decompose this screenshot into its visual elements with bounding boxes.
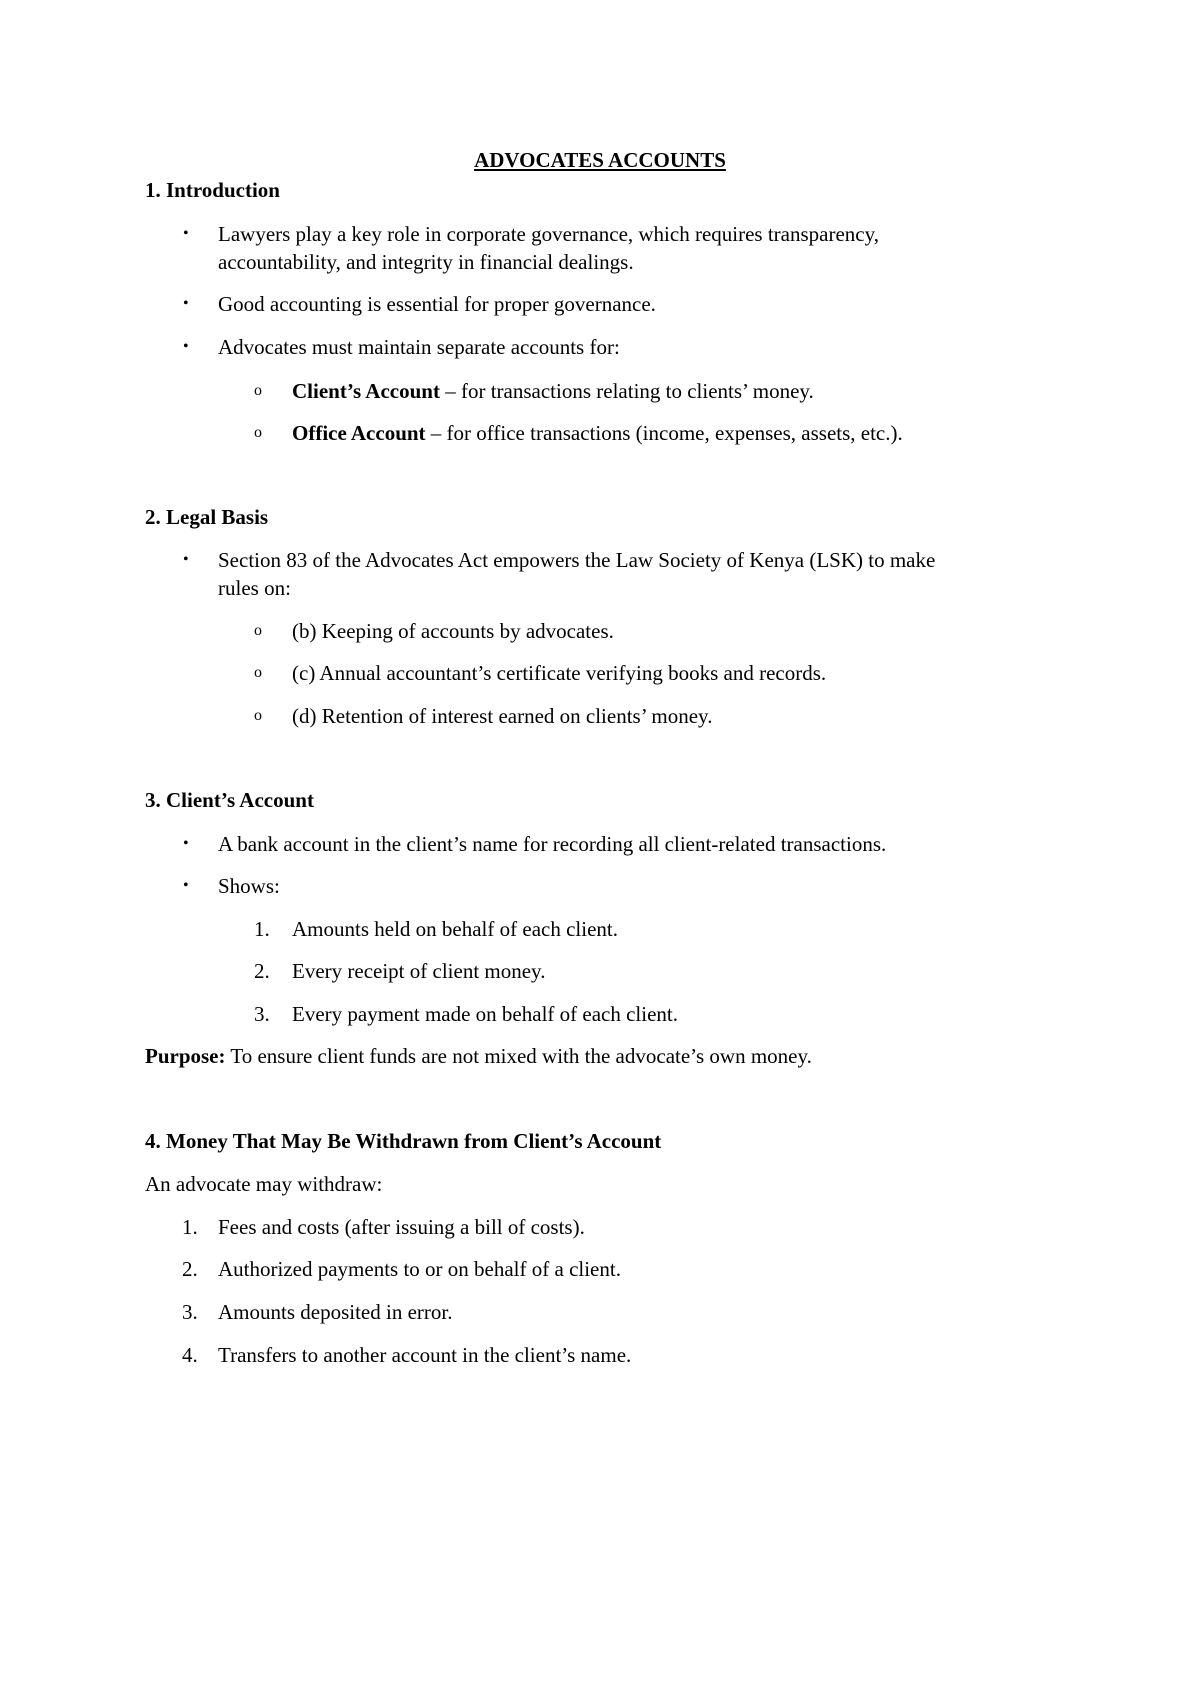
sub-bullet-marker: o bbox=[254, 424, 262, 441]
sub-bullet-marker: o bbox=[254, 382, 262, 399]
numbered-item: Fees and costs (after issuing a bill of costs). bbox=[218, 1215, 585, 1239]
term-definition: – for office transactions (income, expenses, assets, etc.). bbox=[425, 421, 903, 445]
numbered-item: Transfers to another account in the client’s name. bbox=[218, 1343, 632, 1367]
section-heading-clients-account: 3. Client’s Account bbox=[145, 788, 314, 812]
numbered-item: Amounts deposited in error. bbox=[218, 1300, 453, 1324]
bullet-marker: • bbox=[183, 835, 189, 852]
list-number: 2. bbox=[254, 959, 270, 983]
section-intro-paragraph: An advocate may withdraw: bbox=[145, 1172, 383, 1196]
sub-list-item bbox=[292, 377, 814, 405]
numbered-item: Every payment made on behalf of each client. bbox=[292, 1002, 678, 1026]
term-definition: – for transactions relating to clients’ money. bbox=[439, 379, 814, 403]
section-heading-withdrawals: 4. Money That May Be Withdrawn from Client’s Account bbox=[145, 1129, 662, 1153]
list-number: 2. bbox=[182, 1257, 198, 1281]
list-number: 3. bbox=[254, 1002, 270, 1026]
list-item-text: Section 83 of the Advocates Act empowers the Law Society of Kenya (LSK) to make bbox=[218, 548, 936, 572]
list-number: 1. bbox=[182, 1215, 198, 1239]
list-number: 3. bbox=[182, 1300, 198, 1324]
purpose-text: To ensure client funds are not mixed with the advocate’s own money. bbox=[225, 1044, 812, 1068]
list-number: 4. bbox=[182, 1343, 198, 1367]
numbered-item: Amounts held on behalf of each client. bbox=[292, 917, 618, 941]
sub-bullet-marker: o bbox=[254, 622, 262, 639]
term-clients-account: Client’s Account bbox=[292, 379, 440, 403]
sub-list-item: (c) Annual accountant’s certificate verifying books and records. bbox=[292, 661, 827, 685]
list-number: 1. bbox=[254, 917, 270, 941]
list-item-text: accountability, and integrity in financial dealings. bbox=[218, 250, 634, 274]
purpose-paragraph bbox=[145, 1042, 812, 1070]
numbered-item: Every receipt of client money. bbox=[292, 959, 546, 983]
sub-bullet-marker: o bbox=[254, 664, 262, 681]
document-title: ADVOCATES ACCOUNTS bbox=[474, 148, 726, 172]
sub-bullet-marker: o bbox=[254, 707, 262, 724]
bullet-marker: • bbox=[183, 338, 189, 355]
bullet-marker: • bbox=[183, 295, 189, 312]
purpose-label: Purpose: bbox=[145, 1044, 226, 1068]
sub-list-item bbox=[292, 419, 903, 447]
list-item-text: rules on: bbox=[218, 576, 291, 600]
sub-list-item: (d) Retention of interest earned on clients’ money. bbox=[292, 704, 713, 728]
bullet-marker: • bbox=[183, 225, 189, 242]
list-item-text: A bank account in the client’s name for recording all client-related transactions. bbox=[218, 832, 887, 856]
section-heading-legal-basis: 2. Legal Basis bbox=[145, 505, 269, 529]
list-item-text: Advocates must maintain separate accounts for: bbox=[218, 335, 620, 359]
sub-list-item: (b) Keeping of accounts by advocates. bbox=[292, 619, 614, 643]
section-heading-introduction: 1. Introduction bbox=[145, 178, 280, 202]
numbered-item: Authorized payments to or on behalf of a client. bbox=[218, 1257, 621, 1281]
bullet-marker: • bbox=[183, 877, 189, 894]
list-item-text: Shows: bbox=[218, 874, 280, 898]
term-office-account: Office Account bbox=[292, 421, 426, 445]
list-item-text: Lawyers play a key role in corporate governance, which requires transparency, bbox=[218, 222, 880, 246]
bullet-marker: • bbox=[183, 551, 189, 568]
list-item-text: Good accounting is essential for proper governance. bbox=[218, 292, 656, 316]
